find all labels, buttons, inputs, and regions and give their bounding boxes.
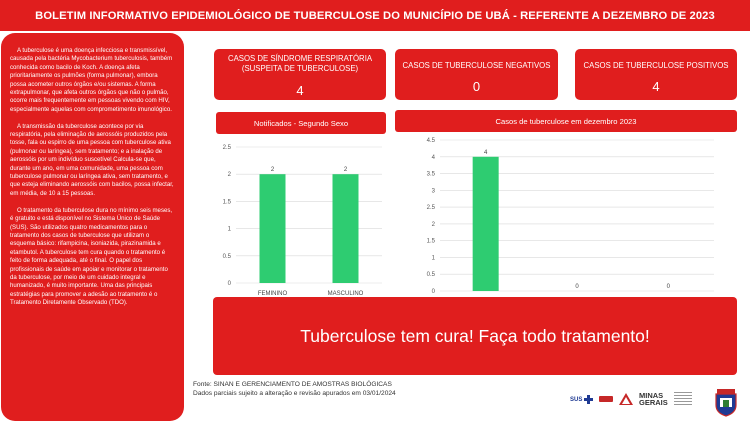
y-tick-label: 3 <box>431 188 435 195</box>
bar <box>260 174 286 283</box>
mg-line-2: GERAIS <box>639 398 668 407</box>
info-paragraph-2: A transmissão da tuberculose acontece por via respiratória, pela eliminação de aerossóis produzidos pela tosse, fala ou espirro de uma pessoa com tuberculose ativa (pulmonar ou laríngea), sem tratamento; e a inalação de aerossóis por um indivíduo suscetível Calcula-se que, durante um ano, em uma comunidade, uma pessoa com tuberculose pulmonar ou laríngea ativa, sem tratamento, e que esteja eliminando aerossóis com bacilos, possa infectar, em média, de 10 a 15 pessoas. <box>10 122 174 197</box>
chart-title-sexo: Notificados - Segundo Sexo <box>216 112 386 134</box>
info-paragraph-1: A tuberculose é uma doença infecciosa e transmissível, causada pela bactéria Mycobacterium tuberculosis, também conhecida como bacilo de Koch. A doença afeta prioritariamente os pulmões (forma pulmonar), embora possa acometer outros órgãos e/ou sistemas. A forma extrapulmonar, que afeta outros órgãos que não o pulmão, ocorre mais frequentemente em pessoas vivendo com HIV, especialmente aquelas com comprometimento imunológico. <box>10 47 173 113</box>
kpi-card-negativos <box>395 49 558 100</box>
y-tick-label: 2 <box>431 221 435 228</box>
separator-icon <box>599 396 613 402</box>
y-tick-label: 1 <box>227 226 231 233</box>
y-tick-label: 0 <box>227 281 231 287</box>
y-tick-label: 2.5 <box>222 145 231 151</box>
bar <box>473 157 499 291</box>
chart-notificados-sexo <box>216 138 388 298</box>
y-tick-label: 0 <box>431 289 435 295</box>
y-tick-label: 1.5 <box>426 238 435 245</box>
y-tick-label: 0.5 <box>222 253 231 260</box>
chart-title-dezembro: Casos de tuberculose em dezembro 2023 <box>395 110 737 132</box>
y-tick-label: 4 <box>431 154 435 161</box>
kpi-title: CASOS DE TUBERCULOSE POSITIVOS <box>583 61 729 70</box>
info-panel <box>1 33 184 421</box>
y-tick-label: 1 <box>431 255 435 262</box>
y-tick-label: 4.5 <box>426 138 435 144</box>
kpi-value: 0 <box>472 79 481 94</box>
sus-logo <box>570 395 593 404</box>
kpi-value: 4 <box>296 83 304 98</box>
city-crest-icon <box>711 387 741 417</box>
y-tick-label: 3.5 <box>426 171 435 178</box>
agency-stripes-icon <box>674 392 692 406</box>
y-tick-label: 2.5 <box>426 205 435 212</box>
x-tick-label: MASCULINO <box>327 291 364 297</box>
bar <box>333 174 359 283</box>
data-label: 0 <box>666 284 671 290</box>
mg-triangle-icon <box>619 393 633 405</box>
y-tick-label: 1.5 <box>222 199 231 206</box>
minas-gerais-logo <box>639 392 668 406</box>
kpi-title: CASOS DE SÍNDROME RESPIRATÓRIA (SUSPEITA DE TUBERCULOSE) <box>227 54 373 73</box>
kpi-card-positivos <box>575 49 737 100</box>
footer-source <box>193 380 396 398</box>
kpi-title: CASOS DE TUBERCULOSE NEGATIVOS <box>402 61 551 70</box>
footer-line-1: Fonte: SINAN E GERENCIAMENTO DE AMOSTRAS BIOLÓGICAS <box>193 381 392 388</box>
cure-banner: Tuberculose tem cura! Faça todo tratamento! <box>213 297 737 375</box>
partner-logos <box>570 392 692 406</box>
data-label: 0 <box>575 284 579 290</box>
mg-line-1: MINAS <box>639 391 664 400</box>
x-tick-label: FEMININO <box>257 291 288 297</box>
data-label: 2 <box>343 167 348 174</box>
plus-icon <box>584 395 593 404</box>
info-paragraph-3: O tratamento da tuberculose dura no mínimo seis meses, é gratuito e está disponível no Sistema Único de Saúde (SUS). São utilizados quatro medicamentos para o tratamento dos casos de tuberculose que utilizam o esquema básico: rifampicina, isoniazida, pirazinamida e etambutol. A tuberculose tem cura quando o tratamento é feito de forma adequada, até o final. O papel dos profissionais de saúde em apoiar e monitorar o tratamento da tuberculose, por meio de um cuidado integral e humanizado, é muito importante. Uma das principais estratégias para promover a adesão ao tratamento é o Tratamento Diretamente Observado (TDO). <box>10 206 173 307</box>
chart-casos-dezembro <box>420 128 720 304</box>
data-label: 4 <box>483 149 488 156</box>
sus-logo-text: SUS <box>570 396 583 403</box>
footer-line-2: Dados parciais sujeito a alteração e revisão apurados em 03/01/2024 <box>193 390 396 397</box>
page-title: BOLETIM INFORMATIVO EPIDEMIOLÓGICO DE TUBERCULOSE DO MUNICÍPIO DE UBÁ - REFERENTE A DEZEMBRO DE 2023 <box>0 0 750 31</box>
kpi-card-sindrome <box>214 49 386 100</box>
y-tick-label: 0.5 <box>426 272 435 279</box>
kpi-value: 4 <box>652 79 660 94</box>
data-label: 2 <box>270 167 275 174</box>
y-tick-label: 2 <box>227 172 231 179</box>
